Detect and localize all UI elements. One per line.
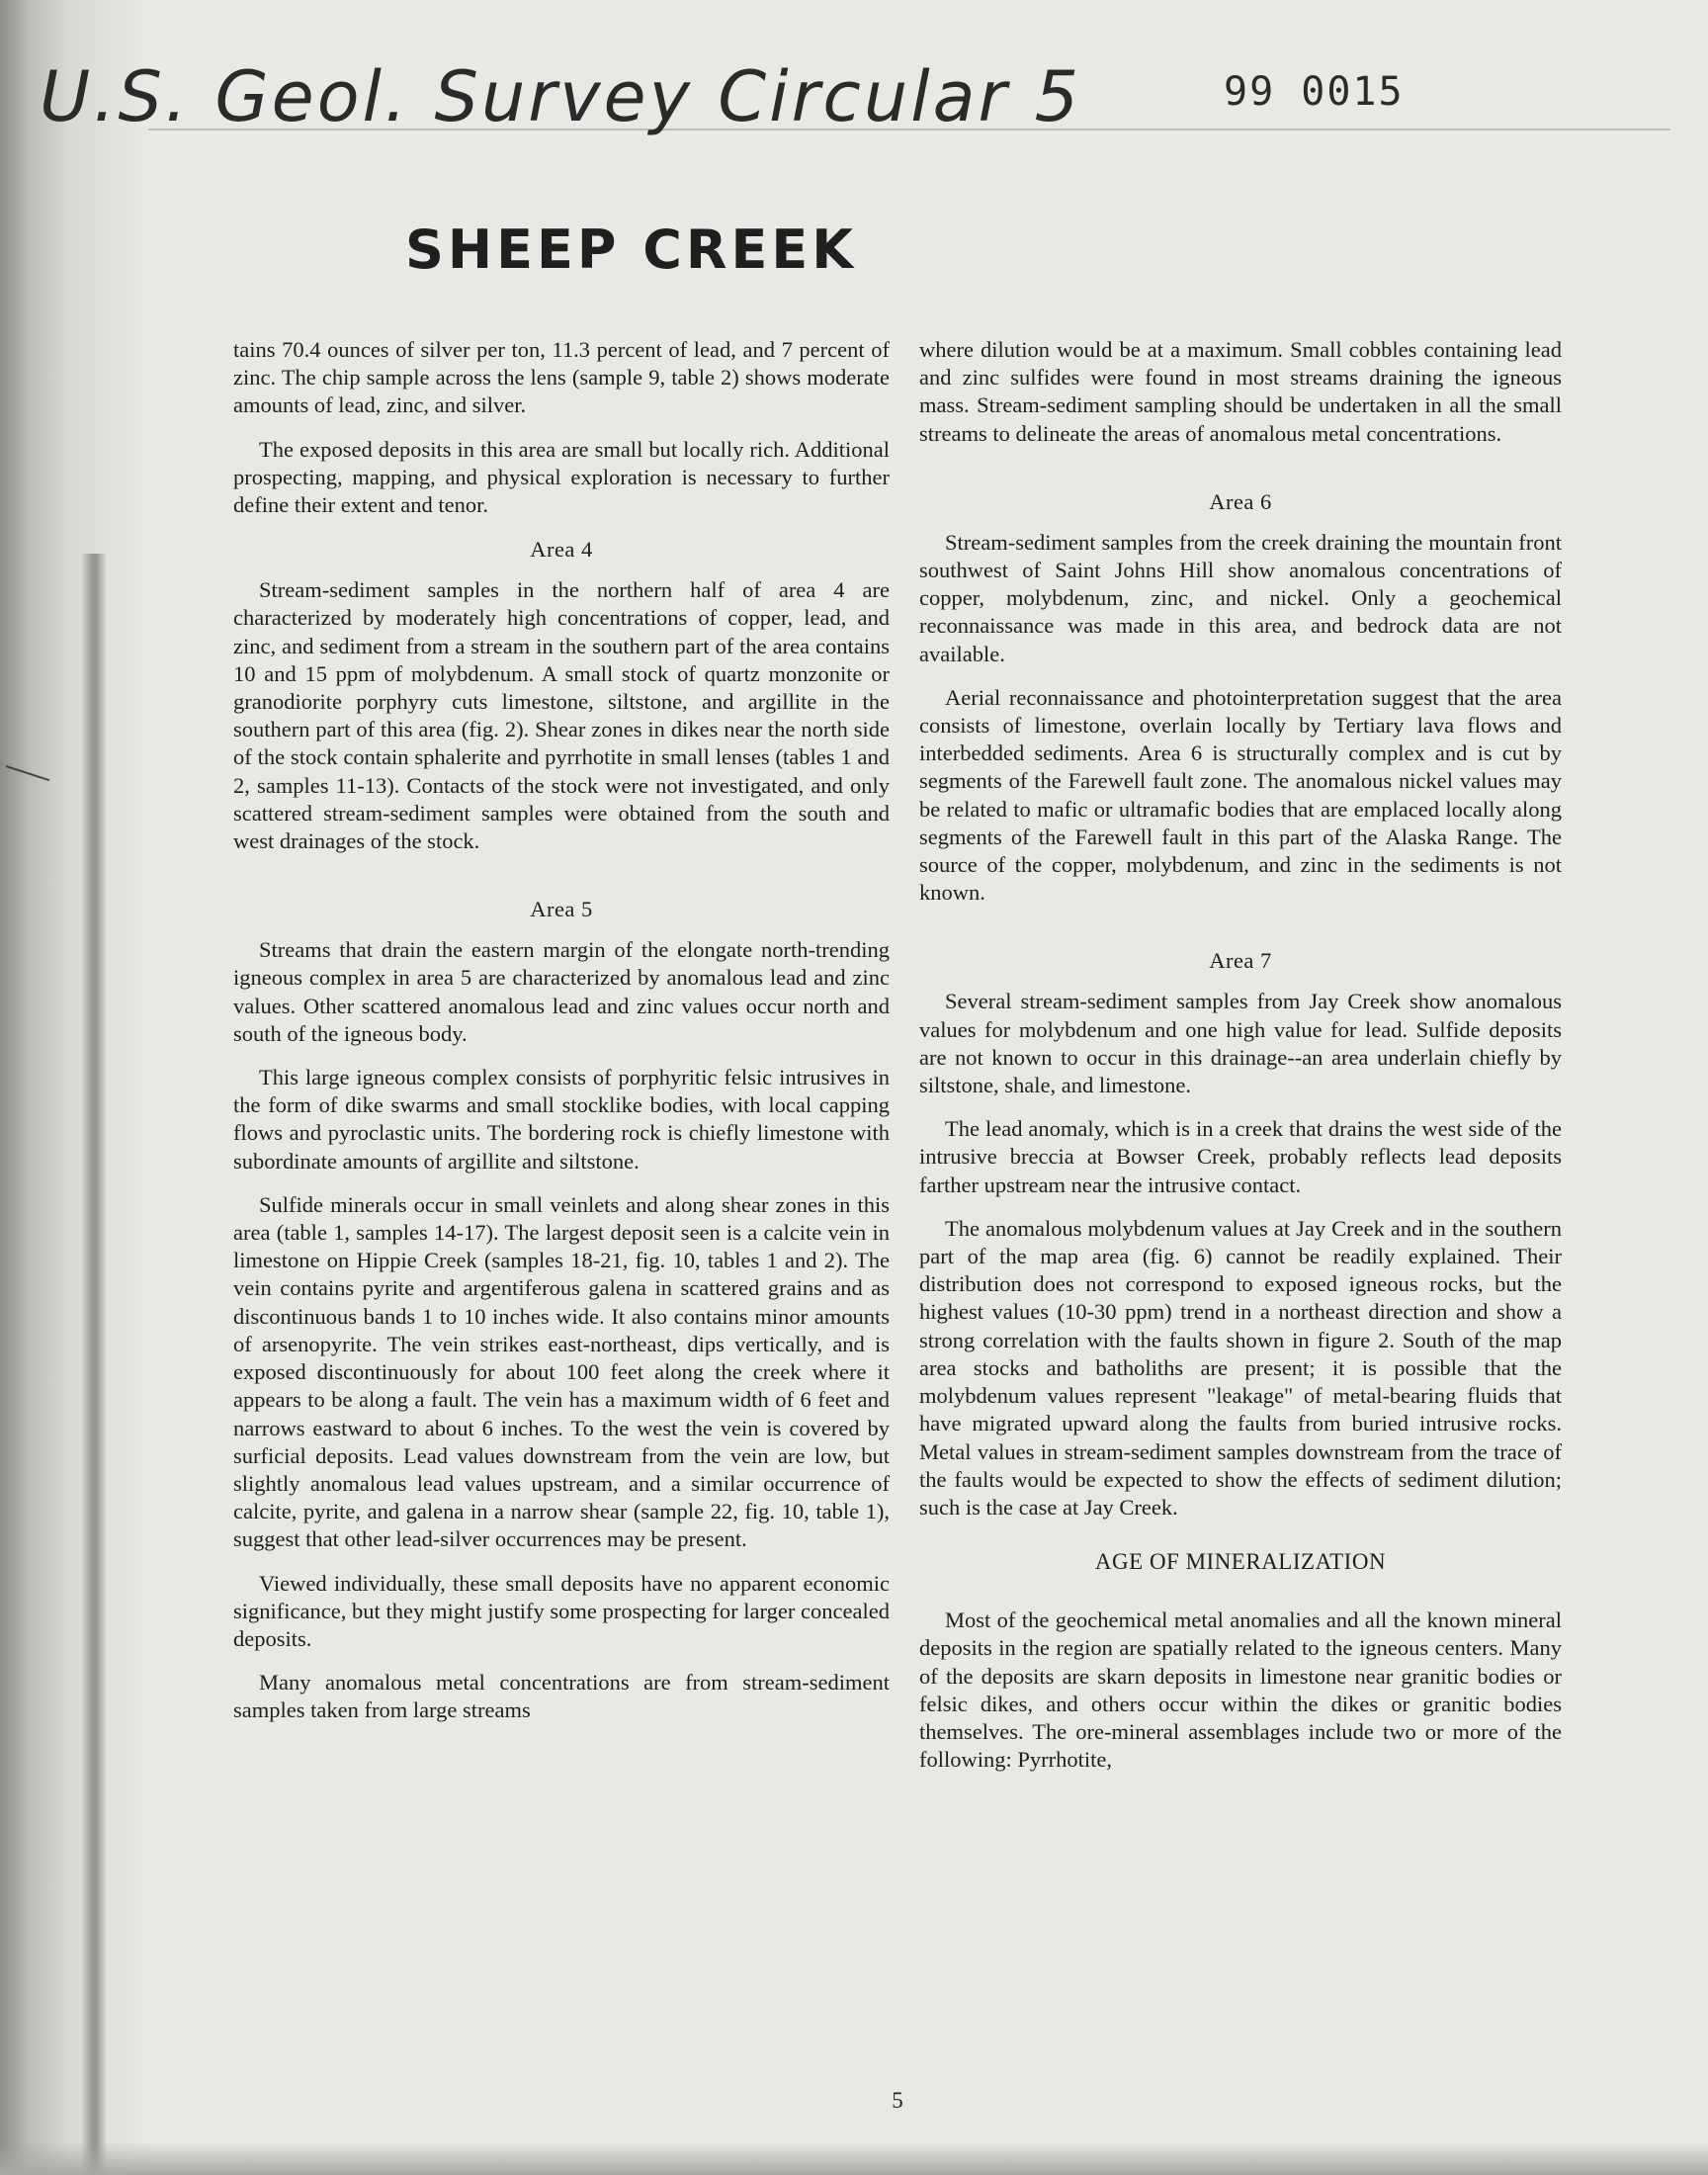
handwritten-citation: U.S. Geol. Survey Circular 5 xyxy=(40,56,1082,137)
paragraph: Several stream-sediment samples from Jay Creek show anomalous values for molybdenum and one high value for lead. Sulfide deposits are not known to occur in this drainage--an area underlain chiefly by siltstone, shale, and limestone. xyxy=(919,989,1562,1098)
left-column xyxy=(233,336,890,1741)
paragraph: The exposed deposits in this area are small but locally rich. Additional prospecting, mapping, and physical exploration is necessary to further define their extent and tenor. xyxy=(233,436,890,518)
paragraph: Sulfide minerals occur in small veinlets and along shear zones in this area (table 1, samples 14-17). The largest deposit seen is a calcite vein in limestone on Hippie Creek (samples 18-21, fig. 10, tables 1 and 2). The vein contains pyrite and argentiferous galena in scattered grains and as discontinuous bands 1 to 10 inches wide. It also contains minor amounts of arsenopyrite. The vein strikes east-northeast, dips vertically, and is exposed discontinuously for about 100 feet along the creek where it appears to be along a fault. The vein has a maximum width of 6 feet and narrows eastward to about 6 inches. To the west the vein is covered by surficial deposits. Lead values downstream from the vein are low, but slightly anomalous lead values upstream, and a similar occurrence of calcite, pyrite, and galena in a narrow shear (sample 22, fig. 10, table 1), suggest that other lead-silver occurrences may be present. xyxy=(233,1191,890,1552)
paragraph: This large igneous complex consists of porphyritic felsic intrusives in the form of dike swarms and small stocklike bodies, with local capping flows and pyroclastic units. The bordering rock is chiefly limestone with subordinate amounts of argillite and siltstone. xyxy=(233,1065,890,1174)
section-heading-area-5: Area 5 xyxy=(530,897,593,922)
paragraph: The lead anomaly, which is in a creek that drains the west side of the intrusive breccia at Bowser Creek, probably reflects lead deposits farther upstream near the intrusive contact. xyxy=(919,1116,1562,1197)
paragraph: Aerial reconnaissance and photointerpretation suggest that the area consists of limestone, overlain locally by Tertiary lava flows and interbedded sediments. Area 6 is structurally complex and is cut by segments of the Farewell fault zone. The anomalous nickel values may be related to mafic or ultramafic bodies that are emplaced locally along segments of the Farewell fault in this part of the Alaska Range. The source of the copper, molybdenum, and zinc in the sediments is not known. xyxy=(919,684,1562,906)
section-heading-area-7: Area 7 xyxy=(1209,948,1272,974)
section-heading-area-4: Area 4 xyxy=(530,537,593,563)
paragraph: Stream-sediment samples from the creek draining the mountain front southwest of Saint Johns Hill show anomalous concentrations of copper, molybdenum, zinc, and nickel. Only a geochemical reconnaissance was made in this area, and bedrock data are not available. xyxy=(919,529,1562,666)
section-heading-age-of-mineralization: AGE OF MINERALIZATION xyxy=(1094,1549,1387,1575)
paragraph: Viewed individually, these small deposits have no apparent economic significance, but they might justify some prospecting for larger concealed deposits. xyxy=(233,1570,890,1651)
scan-shadow-bottom xyxy=(0,2141,1708,2175)
right-column xyxy=(919,336,1562,1789)
paragraph: Most of the geochemical metal anomalies and all the known mineral deposits in the region are spatially related to the igneous centers. Many of the deposits are skarn deposits in limestone near granitic bodies or felsic dikes, and others occur within the dikes or granitic bodies themselves. The ore-mineral assemblages include two or more of the following: Pyrrhotite, xyxy=(919,1608,1562,1773)
page-number: 5 xyxy=(892,2088,903,2113)
document-number: 99 0015 xyxy=(1224,69,1405,115)
paragraph: tains 70.4 ounces of silver per ton, 11.3 percent of lead, and 7 percent of zinc. The chip sample across the lens (sample 9, table 2) shows moderate amounts of lead, zinc, and silver. xyxy=(233,337,890,418)
paragraph: The anomalous molybdenum values at Jay Creek and in the southern part of the map area (fig. 6) cannot be readily explained. Their distribution does not correspond to exposed igneous rocks, but the highest values (10-30 ppm) trend in a northeast direction and show a strong correlation with the faults shown in figure 2. South of the map area stocks and batholiths are present; it is possible that the molybdenum values represent "leakage" of metal-bearing fluids that have migrated upward along the faults from buried intrusive rocks. Metal values in stream-sediment samples downstream from the trace of the faults would be expected to show the effects of sediment dilution; such is the case at Jay Creek. xyxy=(919,1215,1562,1520)
paragraph: Many anomalous metal concentrations are from stream-sediment samples taken from large streams xyxy=(233,1670,890,1723)
paragraph: Stream-sediment samples in the northern half of area 4 are characterized by moderately high concentrations of copper, lead, and zinc, and sediment from a stream in the southern part of the area contains 10 and 15 ppm of molybdenum. A small stock of quartz monzonite or granodiorite porphyry cuts limestone, siltstone, and argillite in the southern part of this area (fig. 2). Shear zones in dikes near the north side of the stock contain sphalerite and pyrrhotite in small lenses (tables 1 and 2, samples 11-13). Contacts of the stock were not investigated, and only scattered stream-sediment samples were obtained from the south and west drainages of the stock. xyxy=(233,577,890,854)
scan-shadow-left xyxy=(0,0,148,2175)
handwritten-title: SHEEP CREEK xyxy=(405,218,858,281)
scan-stripe xyxy=(81,554,107,2175)
paragraph: where dilution would be at a maximum. Small cobbles containing lead and zinc sulfides were found in most streams draining the igneous mass. Stream-sediment sampling should be undertaken in all the small streams to delineate the areas of anomalous metal concentrations. xyxy=(919,337,1562,446)
paragraph: Streams that drain the eastern margin of the elongate north-trending igneous complex in area 5 are characterized by anomalous lead and zinc values. Other scattered anomalous lead and zinc values occur north and south of the igneous body. xyxy=(233,937,890,1046)
section-heading-area-6: Area 6 xyxy=(1209,488,1272,514)
